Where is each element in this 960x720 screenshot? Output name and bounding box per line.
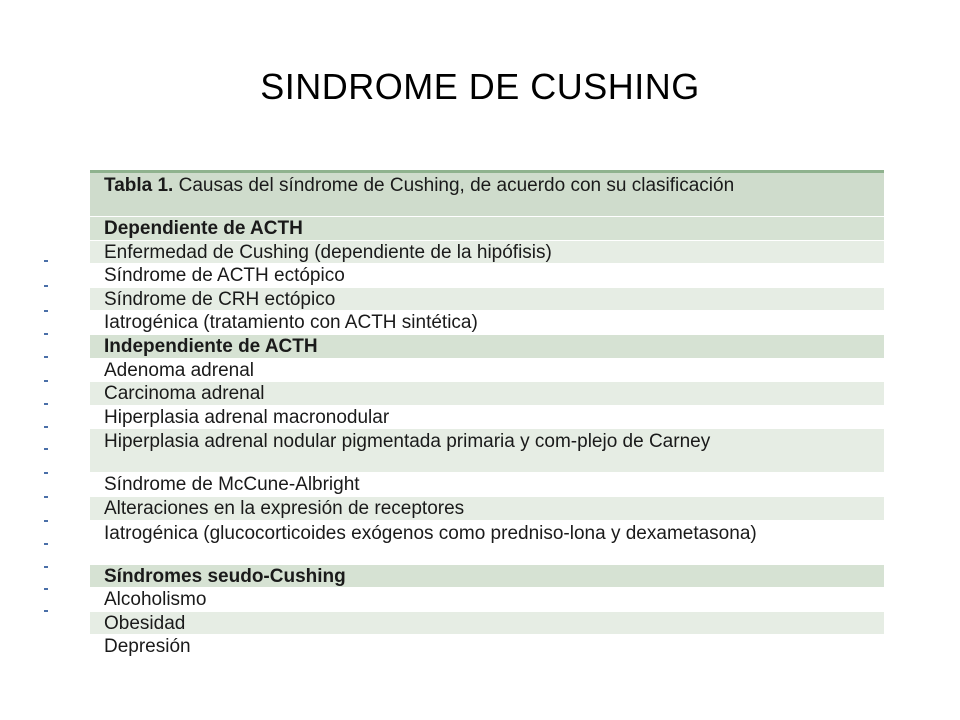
table-caption [90,173,884,217]
slide-title: SINDROME DE CUSHING [260,66,700,107]
causes-table [90,170,884,658]
table-row: Depresión [90,635,884,659]
table-row: Obesidad [90,612,884,636]
table-caption-label: Tabla 1. [104,175,174,196]
table-section-heading: Dependiente de ACTH [90,217,884,241]
margin-marks [44,258,52,618]
table-caption-text: Causas del síndrome de Cushing, de acuerdo con su clasificación [178,175,735,196]
table-row: Alteraciones en la expresión de receptores [90,497,884,521]
table-row: Síndrome de McCune-Albright [90,473,884,497]
table-row: Iatrogénica (glucocorticoides exógenos como predniso-lona y dexametasona) [90,521,884,565]
table-row: Síndrome de ACTH ectópico [90,264,884,288]
table-row: Iatrogénica (tratamiento con ACTH sintética) [90,311,884,335]
table-row: Adenoma adrenal [90,359,884,383]
table-section-heading: Independiente de ACTH [90,335,884,359]
table-row: Hiperplasia adrenal macronodular [90,406,884,430]
table-row: Hiperplasia adrenal nodular pigmentada primaria y com-plejo de Carney [90,429,884,473]
table-row: Carcinoma adrenal [90,382,884,406]
table-section-heading: Síndromes seudo-Cushing [90,565,884,589]
table-row: Enfermedad de Cushing (dependiente de la hipófisis) [90,241,884,265]
table-body [90,173,884,659]
table-row: Alcoholismo [90,588,884,612]
table-row: Síndrome de CRH ectópico [90,288,884,312]
